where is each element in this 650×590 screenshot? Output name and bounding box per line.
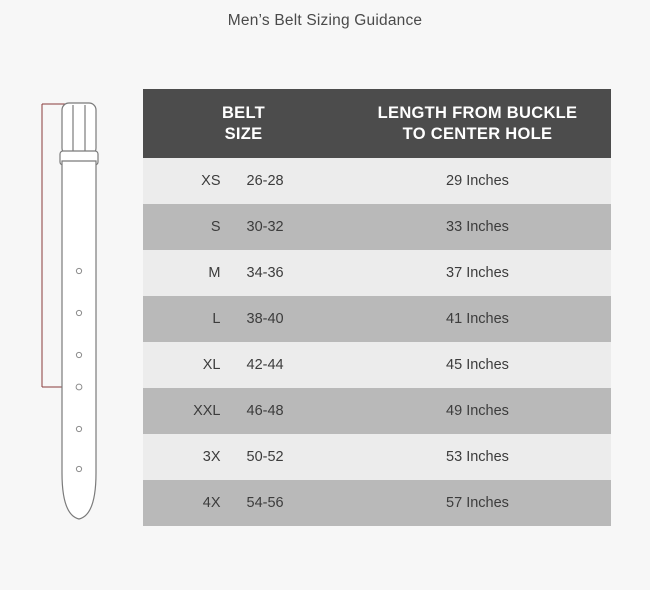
table-row xyxy=(143,296,611,342)
table-row xyxy=(143,250,611,296)
table-row xyxy=(143,342,611,388)
header-length-line2: TO CENTER HOLE xyxy=(402,124,553,143)
size-code: M xyxy=(208,265,221,282)
table-row xyxy=(143,204,611,250)
table-row xyxy=(143,434,611,480)
cell-belt-size xyxy=(143,296,344,342)
size-range: 30-32 xyxy=(246,219,284,236)
cell-belt-size xyxy=(143,434,344,480)
cell-length: 33 Inches xyxy=(344,204,611,250)
cell-length: 53 Inches xyxy=(344,434,611,480)
size-range: 38-40 xyxy=(246,311,284,328)
size-code: 3X xyxy=(202,449,221,466)
buckle-icon xyxy=(62,103,96,155)
cell-length: 37 Inches xyxy=(344,250,611,296)
header-belt-size xyxy=(143,89,344,158)
table-header-row xyxy=(143,89,611,158)
table-row xyxy=(143,480,611,526)
cell-belt-size xyxy=(143,388,344,434)
header-length xyxy=(344,89,611,158)
cell-belt-size xyxy=(143,158,344,204)
size-code: XXL xyxy=(193,403,221,420)
size-code: XL xyxy=(202,357,221,374)
cell-belt-size xyxy=(143,480,344,526)
size-range: 50-52 xyxy=(246,449,284,466)
cell-belt-size xyxy=(143,342,344,388)
belt-illustration-svg xyxy=(30,95,125,525)
size-range: 42-44 xyxy=(246,357,284,374)
cell-belt-size xyxy=(143,250,344,296)
size-range: 46-48 xyxy=(246,403,284,420)
table-row xyxy=(143,388,611,434)
cell-belt-size xyxy=(143,204,344,250)
table-body xyxy=(143,158,611,526)
header-length-line1: LENGTH FROM BUCKLE xyxy=(377,104,578,122)
belt-strap-icon xyxy=(62,161,96,519)
cell-length: 57 Inches xyxy=(344,480,611,526)
header-belt-size-line2: SIZE xyxy=(224,124,263,143)
size-code: S xyxy=(210,219,221,236)
cell-length: 45 Inches xyxy=(344,342,611,388)
size-range: 26-28 xyxy=(246,173,284,190)
size-code: 4X xyxy=(202,495,221,512)
cell-length: 29 Inches xyxy=(344,158,611,204)
page-title: Men’s Belt Sizing Guidance xyxy=(227,12,423,29)
size-code: XS xyxy=(201,173,221,190)
header-belt-size-line1: BELT xyxy=(221,104,266,122)
size-range: 54-56 xyxy=(246,495,284,512)
belt-diagram xyxy=(30,95,125,525)
size-code: L xyxy=(212,311,221,328)
size-range: 34-36 xyxy=(246,265,284,282)
cell-length: 49 Inches xyxy=(344,388,611,434)
cell-length: 41 Inches xyxy=(344,296,611,342)
belt-size-table xyxy=(143,89,611,526)
table-row xyxy=(143,158,611,204)
